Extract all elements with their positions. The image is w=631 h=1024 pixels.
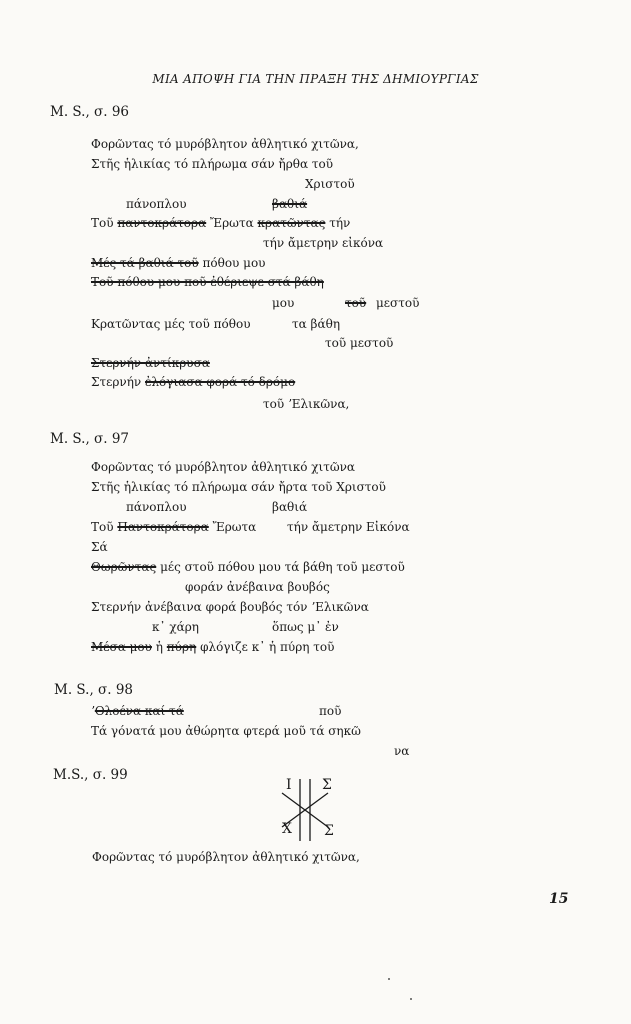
monogram-letter: Σ bbox=[324, 823, 334, 839]
verse-word: πάνοπλου bbox=[126, 500, 187, 514]
verse-line bbox=[91, 374, 295, 390]
verse-line: τοῦ μεστοῦ bbox=[325, 336, 394, 350]
verse-word: μεστοῦ bbox=[376, 296, 420, 310]
struck-phrase: Ολοένα καί τά bbox=[94, 704, 184, 718]
verse-line: Στερνήν ἀνέβαινα φορά βουβός τόν ʼΕλικῶνα bbox=[91, 600, 369, 614]
verse-line: Φορῶντας τό μυρόβλητον ἀθλητικό χιτῶνα, bbox=[91, 137, 359, 151]
scan-speck bbox=[388, 978, 390, 980]
verse-line: Στῆς ἡλικίας τό πλήρωμα σάν ἤρτα τοῦ Χριστοῦ bbox=[91, 480, 386, 494]
struck-word: Παντοκράτορα bbox=[117, 520, 209, 534]
verse-line: Τά γόνατά μου ἀθώρητα φτερά μοῦ τά σηκῶ bbox=[91, 724, 361, 738]
manuscript-ref-99: M.S., σ. 99 bbox=[53, 767, 128, 783]
verse-word: βαθιά bbox=[272, 500, 308, 514]
verse-line: Φορῶντας τό μυρόβλητον ἀθλητικό χιτῶνα bbox=[91, 460, 356, 474]
verse-word: τήν bbox=[329, 216, 351, 230]
verse-word: ἡ bbox=[155, 640, 163, 654]
chi-rho-monogram bbox=[270, 775, 350, 845]
verse-word: να bbox=[394, 744, 410, 758]
verse-word: ʼ bbox=[91, 704, 95, 718]
verse-line: πάνοπλου bbox=[126, 197, 187, 211]
verse-line: Κρατῶντας μές τοῦ πόθου bbox=[91, 317, 251, 331]
verse-line bbox=[91, 215, 350, 231]
verse-word: πόθου μου bbox=[202, 256, 266, 270]
monogram-letter: Σ bbox=[322, 777, 332, 793]
verse-line bbox=[91, 703, 184, 719]
verse-word: Τοῦ bbox=[91, 216, 114, 230]
struck-word: Μέσα μου bbox=[91, 640, 152, 654]
struck-line: Τοῦ πόθου μου ποῦ ἐθέριεψε στά βάθη bbox=[91, 275, 324, 289]
verse-word: Τοῦ bbox=[91, 520, 114, 534]
struck-word: πύρη bbox=[166, 640, 197, 654]
verse-line bbox=[91, 255, 265, 271]
verse-line: τήν ἄμετρην εἰκόνα bbox=[263, 236, 384, 250]
struck-word: Θωρῶντας bbox=[91, 560, 157, 574]
verse-word: τήν ἄμετρην Εἰκόνα bbox=[287, 520, 410, 534]
verse-line: φοράν ἀνέβαινα βουβός bbox=[185, 580, 330, 594]
verse-line: Χριστοῦ bbox=[305, 177, 355, 191]
struck-phrase: Μές τά βαθιά τοῦ bbox=[91, 256, 199, 270]
verse-word: μές στοῦ πόθου μου τά βάθη τοῦ μεστοῦ bbox=[160, 560, 405, 574]
verse-line bbox=[91, 519, 256, 535]
struck-line: Στερνήν ἀντίκρυσα bbox=[91, 356, 210, 370]
verse-word: Ἔρωτα bbox=[212, 520, 257, 534]
manuscript-ref-97: M. S., σ. 97 bbox=[50, 431, 130, 447]
manuscript-ref-96: M. S., σ. 96 bbox=[50, 104, 130, 120]
verse-word: ποῦ bbox=[319, 704, 342, 718]
verse-line: Στῆς ἡλικίας τό πλήρωμα σάν ἤρθα τοῦ bbox=[91, 157, 334, 171]
verse-line: τοῦ ʼΕλικῶνα, bbox=[263, 397, 350, 411]
struck-word: παντοκράτορα bbox=[117, 216, 207, 230]
verse-word: τα βάθη bbox=[292, 317, 341, 331]
verse-line bbox=[91, 639, 334, 655]
verse-line: Φορῶντας τό μυρόβλητον ἀθλητικό χιτῶνα, bbox=[92, 850, 360, 864]
manuscript-ref-98: M. S., σ. 98 bbox=[54, 682, 134, 698]
struck-word: κρατῶντας bbox=[257, 216, 326, 230]
verse-word: Σά bbox=[91, 540, 108, 554]
verse-word: Στερνήν bbox=[91, 375, 142, 389]
verse-word: φλόγιζε κ᾽ ἡ πύρη τοῦ bbox=[200, 640, 335, 654]
monogram-letter: Ι bbox=[286, 777, 292, 793]
verse-word: κ᾽ χάρη bbox=[152, 620, 199, 634]
verse-line bbox=[91, 559, 405, 575]
verse-word: μου bbox=[272, 296, 295, 310]
monogram-letter: Χ bbox=[282, 821, 292, 837]
scan-speck bbox=[410, 998, 412, 1000]
verse-word: Ἔρωτα bbox=[210, 216, 254, 230]
running-header: ΜΙΑ ΑΠΟΨΗ ΓΙΑ ΤΗΝ ΠΡΑΞΗ ΤΗΣ ΔΗΜΙΟΥΡΓΙΑΣ bbox=[152, 72, 479, 86]
verse-word: ὅπως μ᾽ ἐν bbox=[272, 620, 339, 634]
struck-word: βαθιά bbox=[272, 197, 308, 211]
page-number: 15 bbox=[549, 891, 569, 907]
struck-phrase: ἐλόγιασα φορά τό δρόμο bbox=[145, 375, 296, 389]
struck-word: τοῦ bbox=[345, 296, 367, 310]
